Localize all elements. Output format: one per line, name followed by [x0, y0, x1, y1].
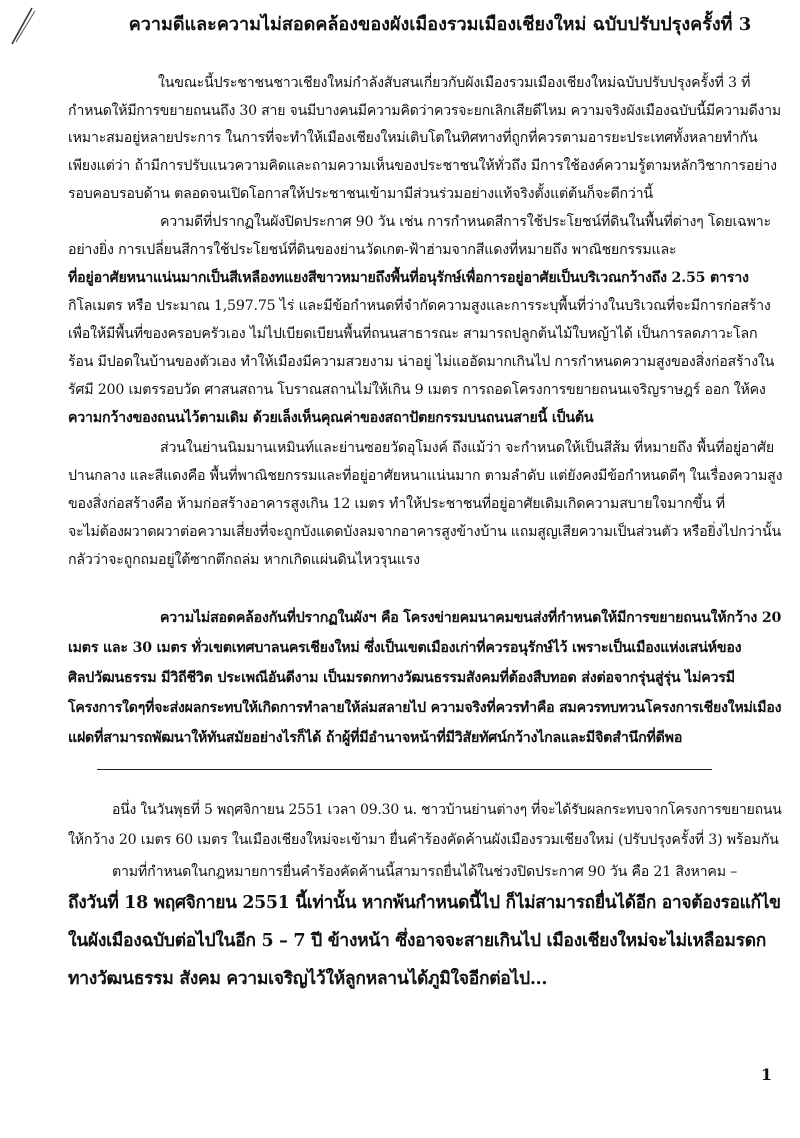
paragraph-5-line-2: ให้กว้าง 20 เมตร 60 เมตร ในเมืองเชียงใหม่จะเข้ามา ยื่นคำร้องคัดค้านผังเมืองรวมเชียงใหม่ (ปรับปรุงครั้งที่ 3) พร้อมกัน [68, 832, 779, 848]
paragraph-6-line-2: ถึงวันที่ 18 พฤศจิกายน 2551 นี้เท่านั้น หากพ้นกำหนดนี้ไป ก็ไม่สามารถยื่นได้อีก อาจต้องรอแก้ไข [68, 893, 781, 913]
paragraph-1-line-1: ในขณะนี้ประชาชนชาวเชียงใหม่กำลังสับสนเกี่ยวกับผังเมืองรวมเมืองเชียงใหม่ฉบับปรับปรุงครั้งที่ 3 ที่ [158, 75, 751, 91]
paragraph-4-line-5: แฝดที่สามารถพัฒนาให้ทันสมัยอย่างไรก็ได้ ถ้าผู้ที่มีอำนาจหน้าที่มีวิสัยทัศน์กว้างไกลและมีจิตสำนึกที่ดีพอ [68, 730, 683, 746]
paragraph-4-line-4: โครงการใดๆที่จะส่งผลกระทบให้เกิดการทำลายให้ล่มสลายไป ความจริงที่ควรทำคือ สมควรทบทวนโครงการเชียงใหม่เมือง [68, 700, 782, 716]
page-number: 1 [760, 1065, 772, 1084]
paragraph-1-line-5: รอบคอบรอบด้าน ตลอดจนเปิดโอกาสให้ประชาชนเข้ามามีส่วนร่วมอย่างแท้จริงตั้งแต่ต้นก็จะดีกว่านี้ [68, 186, 653, 202]
paragraph-3-line-5: กลัวว่าจะถูกถมอยู่ใต้ซากตึกถล่ม หากเกิดแผ่นดินไหวรุนแรง [68, 552, 420, 568]
paragraph-2-line-8: ความกว้างของถนนไว้ตามเดิม ด้วยเล็งเห็นคุณค่าของสถาปัตยกรรมบนถนนสายนี้ เป็นต้น [68, 410, 594, 426]
paragraph-5-line-1: อนึ่ง ในวันพุธที่ 5 พฤศจิกายน 2551 เวลา 09.30 น. ชาวบ้านย่านต่างๆ ที่จะได้รับผลกระทบจากโครงการขยายถนน [112, 802, 782, 818]
paragraph-3-line-3: ของสิ่งก่อสร้างคือ ห้ามก่อสร้างอาคารสูงเกิน 12 เมตร ทำให้ประชาชนที่อยู่อาศัยเดิมเกิดความสบายใจมากขึ้น ที่ [68, 496, 725, 512]
paragraph-3-line-1: ส่วนในย่านนิมมานเหมินท์และย่านซอยวัดอุโมงค์ ถึงแม้ว่า จะกำหนดให้เป็นสีส้ม ที่หมายถึง พื้นที่อยู่อาศัย [160, 440, 774, 456]
paragraph-4-line-3: ศิลปวัฒนธรรม มีวิถีชีวิต ประเพณีอันดีงาม เป็นมรดกทางวัฒนธรรมสังคมที่ต้องสืบทอด ส่งต่อจากรุ่นสู่รุ่น ไม่ควรมี [68, 670, 735, 686]
paragraph-6-line-3: ในผังเมืองฉบับต่อไปในอีก 5 – 7 ปี ข้างหน้า ซึ่งอาจจะสายเกินไป เมืองเชียงใหม่จะไม่เหลือมรดก [68, 931, 767, 951]
document-title: ความดีและความไม่สอดคล้องของผังเมืองรวมเมืองเชียงใหม่ ฉบับปรับปรุงครั้งที่ 3 [128, 14, 752, 35]
paragraph-4-line-2: เมตร และ 30 เมตร ทั่วเขตเทศบาลนครเชียงใหม่ ซึ่งเป็นเขตเมืองเก่าที่ควรอนุรักษ์ไว้ เพราะเป็นเมืองแห่งเสน่ห์ของ [68, 640, 742, 656]
paragraph-6-line-1: ตามที่กำหนดในกฎหมายการยื่นคำร้องคัดค้านนี้สามารถยื่นได้ในช่วงปิดประกาศ 90 วัน คือ 21 สิงหาคม – [112, 864, 738, 880]
paragraph-2-line-5: เพื่อให้มีพื้นที่ของครอบครัวเอง ไม่ไปเบียดเบียนพื้นที่ถนนสาธารณะ สามารถปลูกต้นไม้ใบหญ้าได้ เป็นการลดภาวะโลก [68, 326, 758, 342]
paragraph-2-line-1: ความดีที่ปรากฏในผังปิดประกาศ 90 วัน เช่น การกำหนดสีการใช้ประโยชน์ที่ดินในพื้นที่ต่างๆ โดยเฉพาะ [160, 214, 771, 230]
paragraph-4-line-1: ความไม่สอดคล้องกันที่ปรากฏในผังฯ คือ โครงข่ายคมนาคมขนส่งที่กำหนดให้มีการขยายถนนให้กว้าง 20 [160, 610, 782, 626]
paragraph-1-line-4: เพียงแต่ว่า ถ้ามีการปรับแนวความคิดและถามความเห็นของประชาชนให้ทั่วถึง มีการใช้องค์ความรู้ตามหลักวิชาการอย่าง [68, 158, 777, 174]
paragraph-2-line-2: อย่างยิ่ง การเปลี่ยนสีการใช้ประโยชน์ที่ดินของย่านวัดเกต-ฟ้าฮ่ามจากสีแดงที่หมายถึง พาณิชยกรรมและ [68, 242, 677, 258]
paragraph-1-line-2: กำหนดให้มีการขยายถนนถึง 30 สาย จนมีบางคนมีความคิดว่าควรจะยกเลิกเสียดีไหม ความจริงผังเมืองฉบับนี้มีความดีงาม [68, 103, 781, 119]
pen-stroke-mark [8, 6, 38, 46]
paragraph-2-line-4: กิโลเมตร หรือ ประมาณ 1,597.75 ไร่ และมีข้อกำหนดที่จำกัดความสูงและการระบุพื้นที่ว่างในบริเวณที่จะมีการก่อสร้าง [68, 298, 771, 314]
paragraph-2-line-3: ที่อยู่อาศัยหนาแน่นมากเป็นสีเหลืองทแยงสีขาวหมายถึงพื้นที่อนุรักษ์เพื่อการอยู่อาศัยเป็นบริเวณกว้างถึง 2.55 ตาราง [68, 270, 749, 286]
horizontal-divider [97, 769, 712, 770]
paragraph-2-line-6: ร้อน มีปอดในบ้านของตัวเอง ทำให้เมืองมีความสวยงาม น่าอยู่ ไม่แออัดมากเกินไป การกำหนดความสูงของสิ่งก่อสร้างใน [68, 354, 775, 370]
paragraph-3-line-2: ปานกลาง และสีแดงคือ พื้นที่พาณิชยกรรมและที่อยู่อาศัยหนาแน่นมาก ตามลำดับ แต่ยังคงมีข้อกำหนดดีๆ ในเรื่องความสูง [68, 468, 783, 484]
paragraph-6-line-4: ทางวัฒนธรรม สังคม ความเจริญไว้ให้ลูกหลานได้ภูมิใจอีกต่อไป... [68, 969, 548, 989]
paragraph-3-line-4: จะไม่ต้องผวาดผวาต่อความเสี่ยงที่จะถูกบังแดดบังลมจากอาคารสูงข้างบ้าน แถมสูญเสียความเป็นส่วนตัว หรือยิ่งไปกว่านั้น [68, 524, 781, 540]
paragraph-1-line-3: เหมาะสมอยู่หลายประการ ในการที่จะทำให้เมืองเชียงใหม่เติบโตในทิศทางที่ถูกที่ควรตามอารยะประเทศทั้งหลายทำกัน [68, 130, 758, 146]
paragraph-2-line-7: รัศมี 200 เมตรรอบวัด ศาสนสถาน โบราณสถานไม่ให้เกิน 9 เมตร การถอดโครงการขยายถนนเจริญราษฎร์ ออก ให้คง [68, 382, 766, 398]
